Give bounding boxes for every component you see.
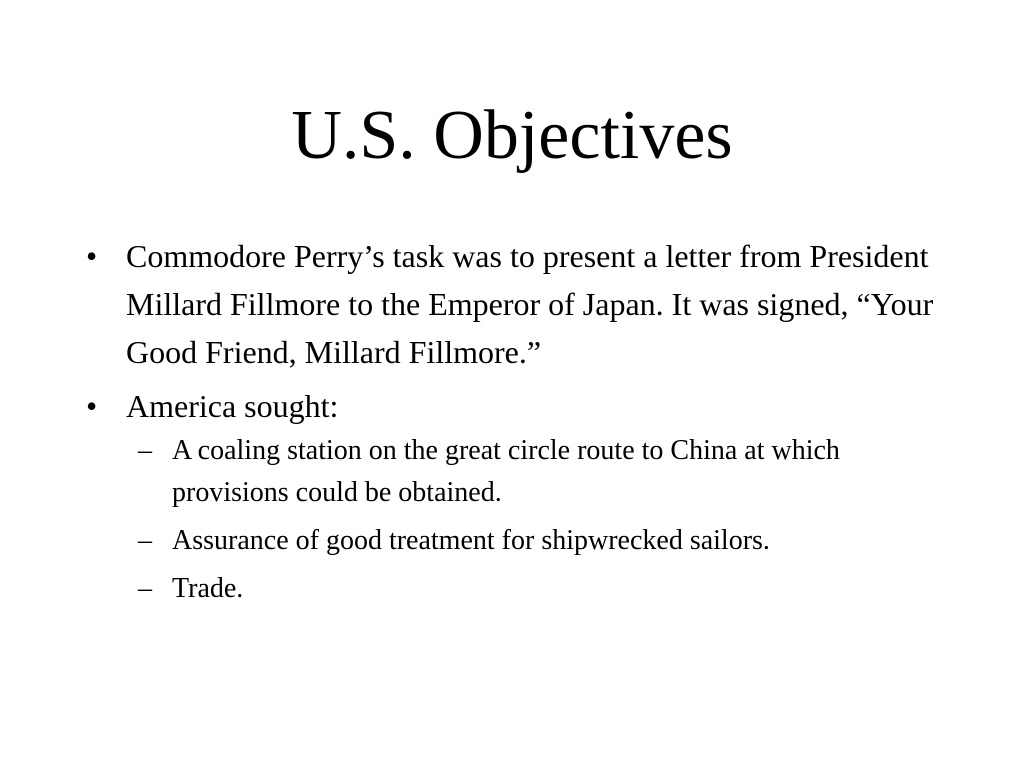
bullet-marker: • bbox=[86, 388, 98, 424]
bullet-marker: • bbox=[86, 238, 98, 274]
sub-bullet-text: A coaling station on the great circle route to China at which provisions could be obtained. bbox=[172, 435, 840, 508]
slide-title: U.S. Objectives bbox=[291, 97, 733, 174]
sub-bullet-list bbox=[0, 430, 1024, 610]
sub-bullet-marker: – bbox=[138, 435, 152, 466]
bullet-list bbox=[0, 232, 1024, 616]
sub-bullet-item bbox=[0, 568, 1024, 610]
bullet-text: America sought: bbox=[126, 388, 339, 424]
sub-bullet-marker: – bbox=[138, 573, 152, 604]
sub-bullet-marker: – bbox=[138, 525, 152, 556]
sub-bullet-item bbox=[0, 430, 1024, 514]
bullet-item bbox=[0, 232, 1024, 376]
bullet-text: Commodore Perry’s task was to present a letter from President Millard Fillmore to the Emperor of Japan. It was signed, “Your Good Friend, Millard Fillmore.” bbox=[126, 238, 934, 370]
sub-bullet-text: Assurance of good treatment for shipwrecked sailors. bbox=[172, 525, 770, 556]
sub-bullet-item bbox=[0, 520, 1024, 562]
bullet-item bbox=[0, 382, 1024, 610]
sub-bullet-text: Trade. bbox=[172, 573, 244, 604]
